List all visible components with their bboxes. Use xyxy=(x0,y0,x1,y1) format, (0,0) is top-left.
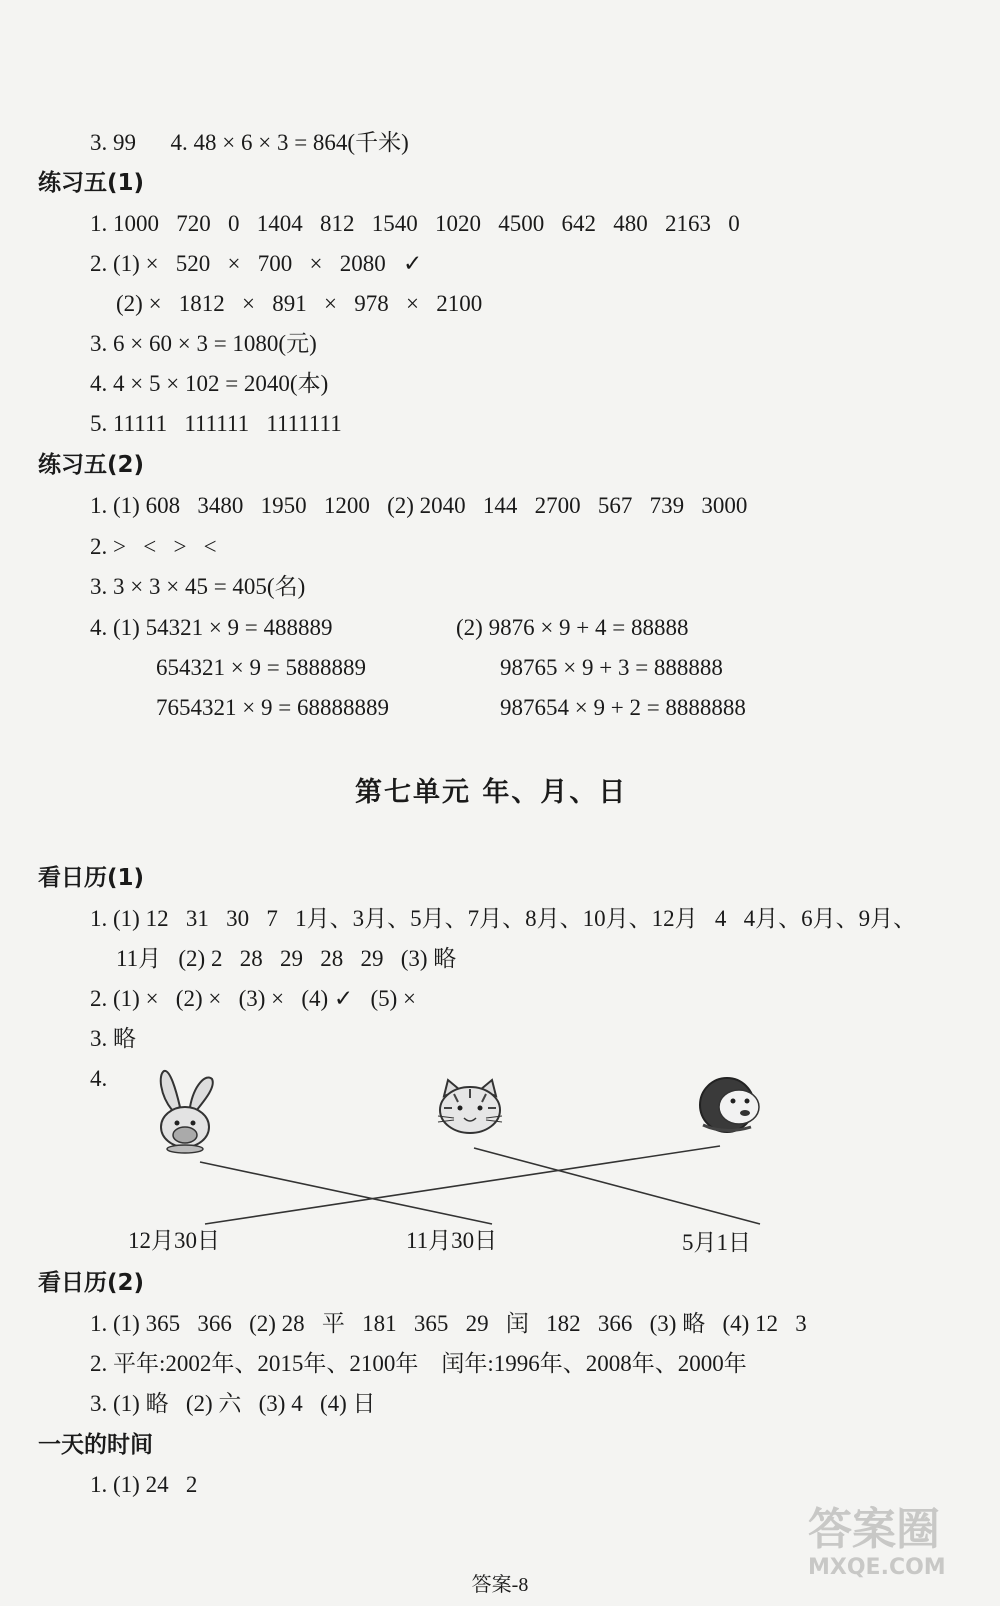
answer-line: 1. (1) 24 2 xyxy=(90,1472,198,1497)
unit-title: 第七单元 年、月、日 xyxy=(355,777,628,808)
answer-line: 3. 99 4. 48 × 6 × 3 = 864(千米) xyxy=(90,130,409,155)
answer-line: 2. (1) × 520 × 700 × 2080 ✓ xyxy=(90,251,423,276)
watermark-logo xyxy=(808,1505,968,1600)
date-label: 11月30日 xyxy=(406,1228,498,1253)
date-label: 12月30日 xyxy=(128,1228,220,1253)
answer-line: 7654321 × 9 = 68888889 xyxy=(156,695,389,720)
match-line-tiger xyxy=(474,1148,760,1224)
answer-line: 98765 × 9 + 3 = 888888 xyxy=(500,655,723,680)
section-heading: 练习五(1) xyxy=(38,170,145,196)
section-heading: 看日历(2) xyxy=(38,1270,145,1296)
answer-line: 1. (1) 365 366 (2) 28 平 181 365 29 闰 182 366 (3) 略 (4) 12 3 xyxy=(90,1311,807,1336)
match-line-monkey xyxy=(205,1146,720,1224)
answer-line: 1. (1) 608 3480 1950 1200 (2) 2040 144 2700 567 739 3000 xyxy=(90,493,748,518)
answer-line: 5. 11111 111111 1111111 xyxy=(90,411,342,436)
watermark-title: 答案圈 xyxy=(808,1504,940,1555)
answer-line: 987654 × 9 + 2 = 8888888 xyxy=(500,695,746,720)
date-label: 5月1日 xyxy=(682,1230,751,1255)
answer-line: 3. (1) 略 (2) 六 (3) 4 (4) 日 xyxy=(90,1391,376,1416)
answer-line: 4. xyxy=(90,1066,108,1091)
match-line-rabbit xyxy=(200,1162,492,1224)
section-heading: 看日历(1) xyxy=(38,865,145,891)
answer-line: 1. 1000 720 0 1404 812 1540 1020 4500 642 480 2163 0 xyxy=(90,211,740,236)
section-heading: 练习五(2) xyxy=(38,452,145,478)
watermark-url: MXQE.COM xyxy=(808,1555,946,1580)
answer-line: (2) × 1812 × 891 × 978 × 2100 xyxy=(116,291,483,316)
answer-line: 654321 × 9 = 5888889 xyxy=(156,655,366,680)
answer-line: 4. 4 × 5 × 102 = 2040(本) xyxy=(90,371,329,396)
answer-line: 3. 3 × 3 × 45 = 405(名) xyxy=(90,574,306,599)
answer-line: 1. (1) 12 31 30 7 1月、3月、5月、7月、8月、10月、12月 4 4月、6月、9月、 xyxy=(90,906,917,931)
answer-line: 3. 6 × 60 × 3 = 1080(元) xyxy=(90,331,317,356)
answer-line: (2) 9876 × 9 + 4 = 88888 xyxy=(456,615,689,640)
answer-line: 4. (1) 54321 × 9 = 488889 xyxy=(90,615,333,640)
answer-line: 11月 (2) 2 28 29 28 29 (3) 略 xyxy=(116,946,457,971)
monkey-icon xyxy=(695,1075,765,1135)
answer-line: 2. 平年:2002年、2015年、2100年 闰年:1996年、2008年、2000年 xyxy=(90,1351,747,1376)
answer-line: 2. (1) × (2) × (3) × (4) ✓ (5) × xyxy=(90,986,416,1011)
page-number: 答案-8 xyxy=(471,1574,529,1596)
answer-line: 2. > < > < xyxy=(90,534,217,559)
answer-line: 3. 略 xyxy=(90,1026,136,1051)
section-heading: 一天的时间 xyxy=(38,1432,153,1458)
matching-lines xyxy=(0,1130,1000,1240)
tiger-icon xyxy=(434,1078,506,1136)
